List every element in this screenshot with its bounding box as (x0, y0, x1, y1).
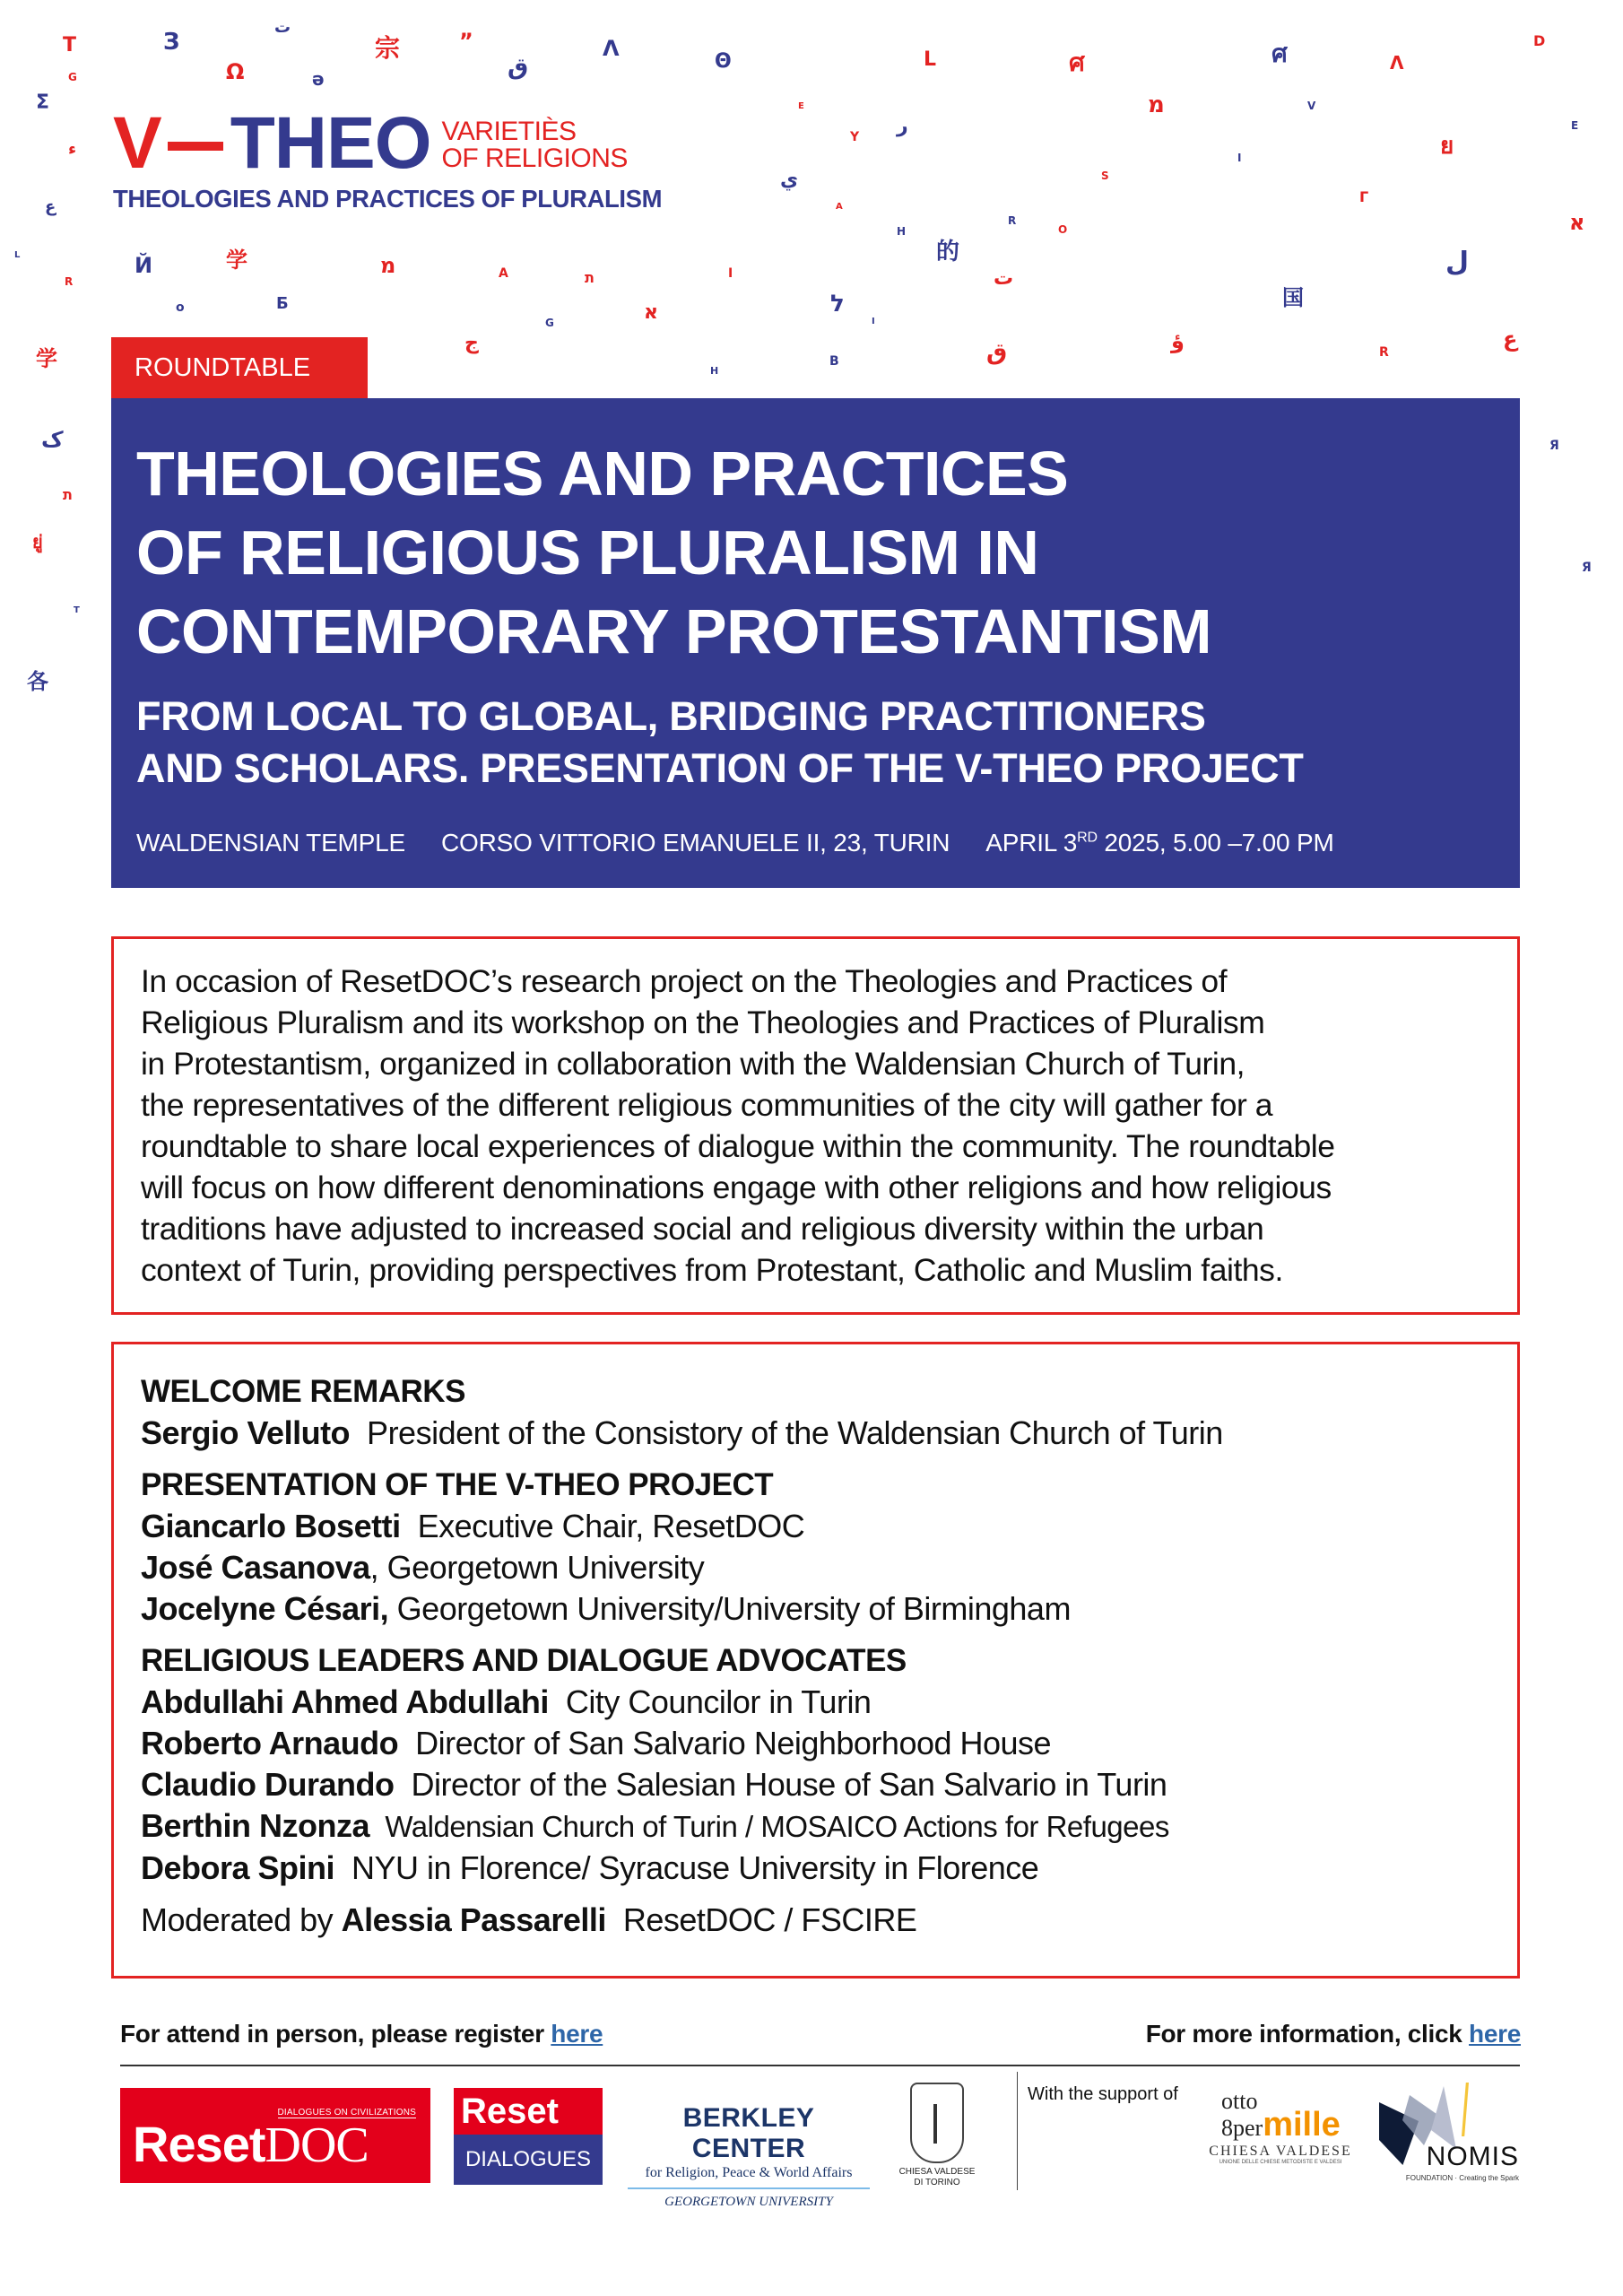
decorative-glyph: ؤ (1171, 328, 1185, 353)
decorative-glyph: R (1379, 345, 1389, 360)
decorative-glyph: מ (380, 253, 396, 278)
speaker-name: Sergio Velluto (141, 1414, 351, 1451)
decorative-glyph: O (1058, 223, 1068, 236)
decorative-glyph: ت (274, 18, 291, 37)
speaker-row (141, 1547, 1490, 1588)
decorative-glyph: ə (312, 68, 325, 90)
otto-8per: 8per (1221, 2115, 1263, 2141)
event-address: CORSO VITTORIO EMANUELE II, 23, TURIN (441, 829, 950, 857)
speaker-name: Jocelyne Césari, (141, 1590, 389, 1627)
decorative-glyph: 国 (1282, 285, 1304, 310)
nomis-foundation-logo (1376, 2083, 1519, 2190)
event-date (985, 829, 1333, 857)
decorative-glyph: L (14, 250, 21, 260)
register-text (120, 2020, 603, 2048)
otto-per-mille-logo (1209, 2090, 1352, 2190)
nomis-shape-icon (1462, 2083, 1469, 2136)
chiesa-valdese-torino-logo (897, 2083, 977, 2195)
speaker-role: Director of the Salesian House of San Salvario in Turin (394, 1766, 1167, 1803)
decorative-glyph: Й (135, 253, 153, 278)
decorative-glyph: o (176, 300, 185, 315)
decorative-glyph: E (798, 101, 804, 111)
logo-varieties-line1: VARIETIÈS (441, 117, 577, 146)
speaker-row (141, 1764, 1490, 1805)
decorative-glyph: 各 (27, 669, 48, 694)
decorative-glyph: ء (68, 140, 77, 159)
decorative-glyph: ศ (1069, 48, 1085, 77)
decorative-glyph: Я (1582, 561, 1592, 575)
decorative-glyph: ת (63, 486, 73, 503)
speaker-row (141, 1506, 1490, 1547)
reset-dialogues-bottom: DIALOGUES (454, 2135, 603, 2185)
speaker-role: , Georgetown University (369, 1549, 705, 1586)
more-info-link[interactable]: here (1469, 2020, 1521, 2048)
decorative-glyph: Λ (1390, 52, 1404, 74)
decorative-glyph: S (1101, 170, 1109, 182)
subtitle-line: FROM LOCAL TO GLOBAL, BRIDGING PRACTITIONERS (136, 693, 1206, 739)
chiesa-line1: CHIESA VALDESE (898, 2167, 976, 2177)
decorative-glyph: ย (1440, 133, 1454, 160)
decorative-glyph: ל (830, 291, 845, 317)
decorative-glyph: ل (1445, 247, 1470, 278)
speaker-name: Berthin Nzonza (141, 1807, 370, 1844)
speaker-row (141, 1588, 1490, 1630)
speaker-row (141, 1848, 1490, 1889)
otto-mille: mille (1263, 2106, 1341, 2144)
decorative-glyph: A (836, 202, 843, 212)
decorative-glyph: 学 (36, 346, 57, 371)
nomis-tagline: Creating the Spark (1459, 2174, 1519, 2182)
decorative-glyph: Б (276, 294, 289, 313)
decorative-glyph: ج (464, 332, 479, 354)
date-prefix: APRIL 3 (985, 829, 1078, 857)
decorative-glyph: Я (1549, 439, 1559, 453)
resetdoc-word-reset: Reset (133, 2116, 265, 2172)
decorative-glyph: 的 (936, 239, 960, 265)
speaker-role: Georgetown University/University of Birmingham (388, 1590, 1071, 1627)
decorative-glyph: א (1569, 210, 1585, 235)
section-heading-leaders: RELIGIOUS LEADERS AND DIALOGUE ADVOCATES (141, 1643, 907, 1678)
decorative-glyph: I (872, 317, 875, 326)
event-venue: WALDENSIAN TEMPLE (136, 829, 406, 857)
section-heading-presentation: PRESENTATION OF THE V-THEO PROJECT (141, 1467, 774, 1502)
resetdoc-tagline: DIALOGUES ON CIVILIZATIONS (277, 2108, 416, 2118)
decorative-glyph: ת (585, 269, 595, 286)
info-label: For more information, click (1145, 2020, 1470, 2048)
decorative-glyph: B (829, 354, 839, 369)
decorative-glyph: I (728, 266, 733, 281)
decorative-glyph: ق (986, 339, 1008, 366)
decorative-glyph: 宗 (375, 33, 401, 63)
description-line: in Protestantism, organized in collaboration with the Waldensian Church of Turin, (141, 1046, 1245, 1082)
description-line: context of Turin, providing perspectives from Protestant, Catholic and Muslim faiths. (141, 1252, 1283, 1288)
reset-dialogues-logo (454, 2088, 603, 2185)
resetdoc-logo (120, 2088, 430, 2183)
berkley-line3: GEORGETOWN UNIVERSITY (664, 2195, 833, 2209)
speaker-name: Giancarlo Bosetti (141, 1508, 401, 1544)
description-line: the representatives of the different religious communities of the city will gather for a (141, 1087, 1273, 1123)
berkley-line1: BERKLEY CENTER (682, 2103, 815, 2163)
subtitle-line: AND SCHOLARS. PRESENTATION OF THE V-THEO PROJECT (136, 745, 1304, 791)
decorative-glyph: ศ (1271, 39, 1288, 68)
event-title (136, 434, 1497, 671)
speaker-row (141, 1723, 1490, 1764)
decorative-glyph: H (897, 225, 907, 238)
roundtable-tag: ROUNDTABLE (111, 337, 368, 398)
decorative-glyph: א (644, 301, 659, 324)
speaker-name: Abdullahi Ahmed Abdullahi (141, 1683, 549, 1720)
decorative-glyph: T (63, 34, 77, 57)
description-line: Religious Pluralism and its workshop on the Theologies and Practices of Pluralism (141, 1004, 1265, 1040)
decorative-glyph: Λ (603, 36, 620, 61)
speaker-name: Roberto Arnaudo (141, 1725, 399, 1761)
nomis-shape-icon (1431, 2086, 1456, 2149)
decorative-glyph: Γ (1359, 188, 1369, 205)
resetdoc-wordmark (133, 2115, 369, 2174)
decorative-glyph: ” (459, 29, 473, 54)
decorative-glyph: Y (850, 130, 860, 144)
decorative-glyph: ت (994, 267, 1014, 290)
date-ordinal: RD (1077, 830, 1098, 846)
event-description (111, 936, 1520, 1315)
decorative-glyph: ع (45, 197, 56, 216)
date-suffix: 2025, 5.00 –7.00 PM (1097, 829, 1334, 857)
event-header (111, 398, 1520, 888)
moderator-prefix: Moderated by (141, 1901, 342, 1938)
otto-chiesa: CHIESA VALDESE (1209, 2144, 1352, 2159)
otto-word: otto (1221, 2088, 1258, 2114)
decorative-glyph: מ (1148, 91, 1165, 118)
speaker-name: Debora Spini (141, 1849, 335, 1886)
logo-dash (168, 142, 223, 151)
title-line: OF RELIGIOUS PLURALISM IN (136, 517, 1039, 587)
speaker-role: City Councilor in Turin (548, 1683, 872, 1720)
speaker-role: Director of San Salvario Neighborhood House (398, 1725, 1052, 1761)
description-line: will focus on how different denominations engage with other religions and how religious (141, 1170, 1332, 1205)
info-text (1146, 2020, 1521, 2048)
description-line: roundtable to share local experiences of dialogue within the community. The roundtable (141, 1128, 1335, 1164)
decorative-glyph: T (74, 605, 80, 615)
nomis-sub: FOUNDATION · Creating the Spark (1405, 2174, 1519, 2182)
speaker-name: Claudio Durando (141, 1766, 395, 1803)
decorative-glyph: V (1307, 100, 1316, 112)
logo-theo: THEO (230, 102, 431, 184)
v-theo-logo (113, 102, 663, 213)
speaker-row (141, 1682, 1490, 1723)
description-line: traditions have adjusted to increased social and religious diversity within the urban (141, 1211, 1264, 1247)
decorative-glyph: Ω (226, 59, 245, 84)
decorative-glyph: ﻱ (780, 169, 799, 191)
decorative-glyph: R (65, 275, 74, 288)
event-program (111, 1342, 1520, 1979)
decorative-glyph: ق (508, 54, 529, 81)
decorative-glyph: 学 (226, 248, 247, 273)
decorative-glyph: G (545, 317, 554, 329)
logo-subtitle: THEOLOGIES AND PRACTICES OF PLURALISM (113, 185, 663, 213)
decorative-glyph: ยู่ (32, 531, 43, 552)
decorative-glyph: H (710, 365, 719, 377)
otto-unione: UNIONE DELLE CHIESE METODISTE E VALDESI (1219, 2160, 1342, 2165)
decorative-glyph: E (1571, 119, 1579, 132)
decorative-glyph: A (499, 266, 508, 281)
nomis-word: NOMIS (1426, 2142, 1519, 2171)
decorative-glyph: ر (897, 115, 908, 137)
decorative-glyph: L (924, 48, 937, 71)
berkley-center-logo (628, 2103, 870, 2209)
speaker-row (141, 1805, 1490, 1848)
footer-links (120, 2020, 1521, 2048)
decorative-glyph: З (163, 29, 180, 56)
speaker-role: Waldensian Church of Turin / MOSAICO Actions for Refugees (369, 1810, 1169, 1843)
decorative-glyph: D (1533, 32, 1546, 49)
chiesa-caption (897, 2167, 977, 2188)
resetdoc-word-doc: DOC (265, 2118, 369, 2173)
speaker-role: NYU in Florence/ Syracuse University in Florence (334, 1849, 1039, 1886)
footer-divider (120, 2065, 1520, 2066)
reset-dialogues-top: Reset (454, 2088, 603, 2135)
logo-v: V (113, 102, 161, 184)
register-link[interactable]: here (551, 2020, 603, 2048)
chiesa-line2: DI TORINO (914, 2178, 960, 2187)
speaker-name: José Casanova (141, 1549, 370, 1586)
speaker-row (141, 1413, 1490, 1454)
moderator-row (141, 1900, 1490, 1941)
description-line: In occasion of ResetDOC’s research project on the Theologies and Practices of (141, 963, 1228, 999)
speaker-role: President of the Consistory of the Waldensian Church of Turin (350, 1414, 1223, 1451)
support-divider (1017, 2072, 1018, 2190)
logo-varieties-line2: OF RELIGIONS (441, 144, 628, 173)
speaker-role: Executive Chair, ResetDOC (400, 1508, 805, 1544)
moderator-name: Alessia Passarelli (341, 1901, 606, 1938)
logo-varieties (442, 118, 628, 172)
nomis-foundation: FOUNDATION (1405, 2174, 1454, 2182)
otto-line2 (1209, 2106, 1352, 2144)
decorative-glyph: G (68, 71, 77, 83)
berkley-line2: for Religion, Peace & World Affairs (628, 2164, 870, 2189)
decorative-glyph: R (1008, 214, 1017, 227)
decorative-glyph: Θ (715, 50, 732, 73)
decorative-glyph: ع (1503, 326, 1518, 352)
register-label: For attend in person, please register (120, 2020, 551, 2048)
event-subtitle (136, 691, 1497, 795)
event-meta (136, 829, 1497, 857)
decorative-glyph: I (1237, 152, 1242, 164)
title-line: THEOLOGIES AND PRACTICES (136, 439, 1069, 509)
decorative-glyph: ک (41, 427, 64, 452)
crest-icon (910, 2083, 964, 2163)
section-heading-welcome: WELCOME REMARKS (141, 1374, 465, 1409)
title-line: CONTEMPORARY PROTESTANTISM (136, 596, 1212, 666)
decorative-glyph: Σ (36, 91, 50, 114)
support-label: With the support of (1028, 2084, 1178, 2104)
moderator-role: ResetDOC / FSCIRE (605, 1901, 917, 1938)
